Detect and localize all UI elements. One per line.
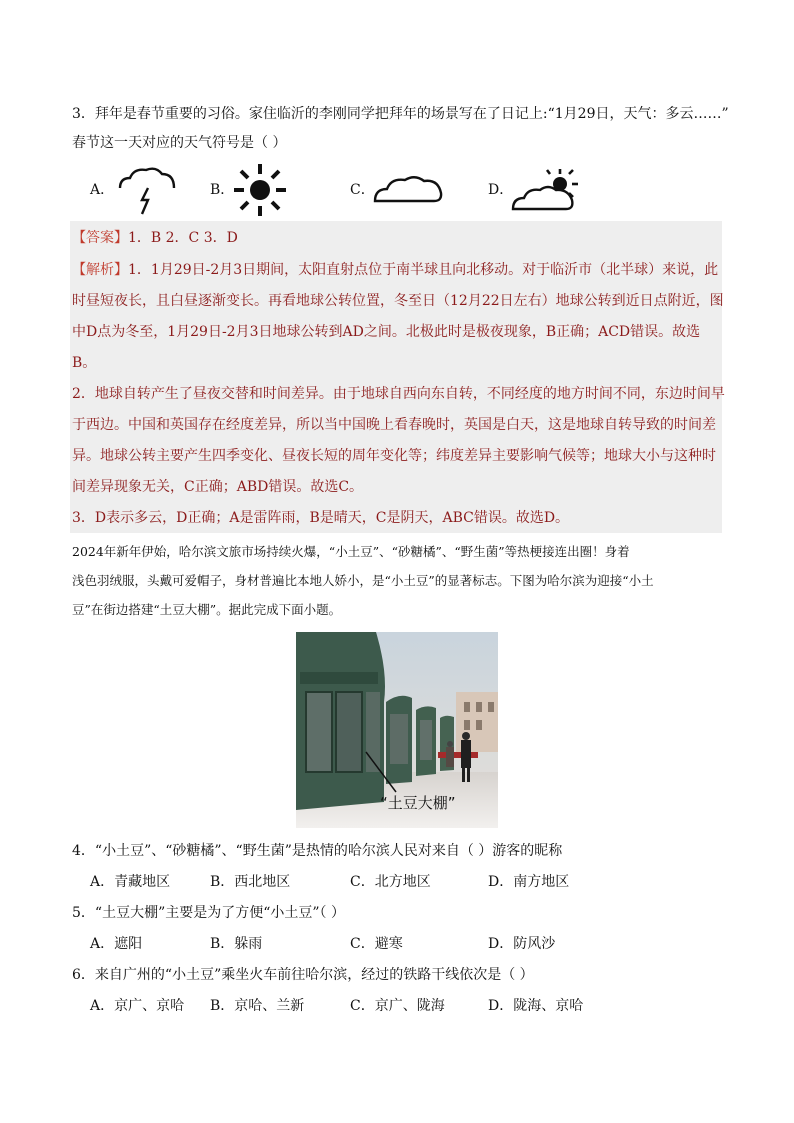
- q5-stem: 5．“土豆大棚”主要是为了方便“小土豆”（ ）: [72, 905, 345, 921]
- q5-option-d: D．防风沙: [488, 936, 556, 952]
- q4-option-b: B．西北地区: [210, 874, 291, 890]
- analysis-line-6: 于西边。中国和英国存在经度差异，所以当中国晚上看春晚时，英国是白天，这是地球自转导致的时间差: [72, 417, 716, 433]
- q4-stem: 4．“小土豆”、“砂糖橘”、“野生菌”是热情的哈尔滨人民对来自（ ）游客的昵称: [72, 843, 563, 859]
- passage-line-1: 2024年新年伊始，哈尔滨文旅市场持续火爆，“小土豆”、“砂糖橘”、“野生菌”等热梗接连出圈！身着: [72, 544, 630, 559]
- photo-caption: “土豆大棚”: [380, 794, 456, 812]
- analysis-line-9: 3．D表示多云，D正确；A是雷阵雨，B是晴天，C是阴天，ABC错误。故选D。: [72, 510, 570, 526]
- q5-option-c: C．避寒: [350, 936, 403, 952]
- cloudy-icon: [372, 172, 444, 204]
- q6-option-d: D．陇海、京哈: [488, 998, 584, 1014]
- analysis-line-2: 时昼短夜长，且白昼逐渐变长。再看地球公转位置，冬至日（12月22日左右）地球公转到近日点附近，图: [72, 293, 724, 309]
- option-label: A．: [90, 182, 115, 198]
- q4-option-c: C．北方地区: [350, 874, 431, 890]
- q4-option-a: A．青藏地区: [90, 874, 171, 890]
- q5-option-b: B．躲雨: [210, 936, 263, 952]
- partly-cloudy-icon: [510, 168, 582, 212]
- analysis-line-8: 间差异现象无关，C正确；ABD错误。故选C。: [72, 479, 364, 495]
- q6-stem: 6．来自广州的“小土豆”乘坐火车前往哈尔滨，经过的铁路干线依次是（ ）: [72, 967, 534, 983]
- option-label: B．: [210, 182, 235, 198]
- sunny-icon: [232, 162, 288, 218]
- q3-stem-line2: 春节这一天对应的天气符号是（ ）: [72, 135, 287, 151]
- analysis-line-5: 2．地球自转产生了昼夜交替和时间差异。由于地球自西向东自转，不同经度的地方时间不同，东边时间早: [72, 386, 725, 402]
- analysis-line-3: 中D点为冬至，1月29日-2月3日地球公转到AD之间。北极此时是极夜现象，B正确；ACD错误。故选: [72, 324, 701, 340]
- q6-option-b: B．京哈、兰新: [210, 998, 305, 1014]
- passage-line-2: 浅色羽绒服，头戴可爱帽子，身材普遍比本地人娇小，是“小土豆”的显著标志。下图为哈尔滨为迎接“小土: [72, 573, 654, 588]
- q3-stem-line1: 3．拜年是春节重要的习俗。家住临沂的李刚同学把拜年的场景写在了日记上:“1月29日，天气：多云……”: [72, 106, 729, 122]
- analysis-line-4: B。: [72, 355, 97, 371]
- option-label: D．: [488, 182, 514, 198]
- analysis-tag: 【解析】: [72, 262, 128, 278]
- analysis-line-1: [72, 260, 718, 280]
- answer-tag: 【答案】: [72, 230, 128, 246]
- q5-option-a: A．遮阳: [90, 936, 143, 952]
- potato-greenhouse-photo: [296, 632, 498, 828]
- passage-line-3: 豆”在街边搭建“土豆大棚”。据此完成下面小题。: [72, 602, 342, 617]
- q4-option-d: D．南方地区: [488, 874, 570, 890]
- q6-option-c: C．京广、陇海: [350, 998, 445, 1014]
- analysis-text: 1．1月29日-2月3日期间，太阳直射点位于南半球且向北移动。对于临沂市（北半球）来说，此: [128, 262, 719, 278]
- answer-line: [72, 228, 238, 248]
- q6-option-a: A．京广、京哈: [90, 998, 185, 1014]
- analysis-line-7: 异。地球公转主要产生四季变化、昼夜长短的周年变化等；纬度差异主要影响气候等；地球大小与这种时: [72, 448, 716, 464]
- answer-text: 1．B 2．C 3．D: [128, 230, 238, 246]
- option-label: C．: [350, 182, 375, 198]
- thunderstorm-icon: [116, 166, 178, 216]
